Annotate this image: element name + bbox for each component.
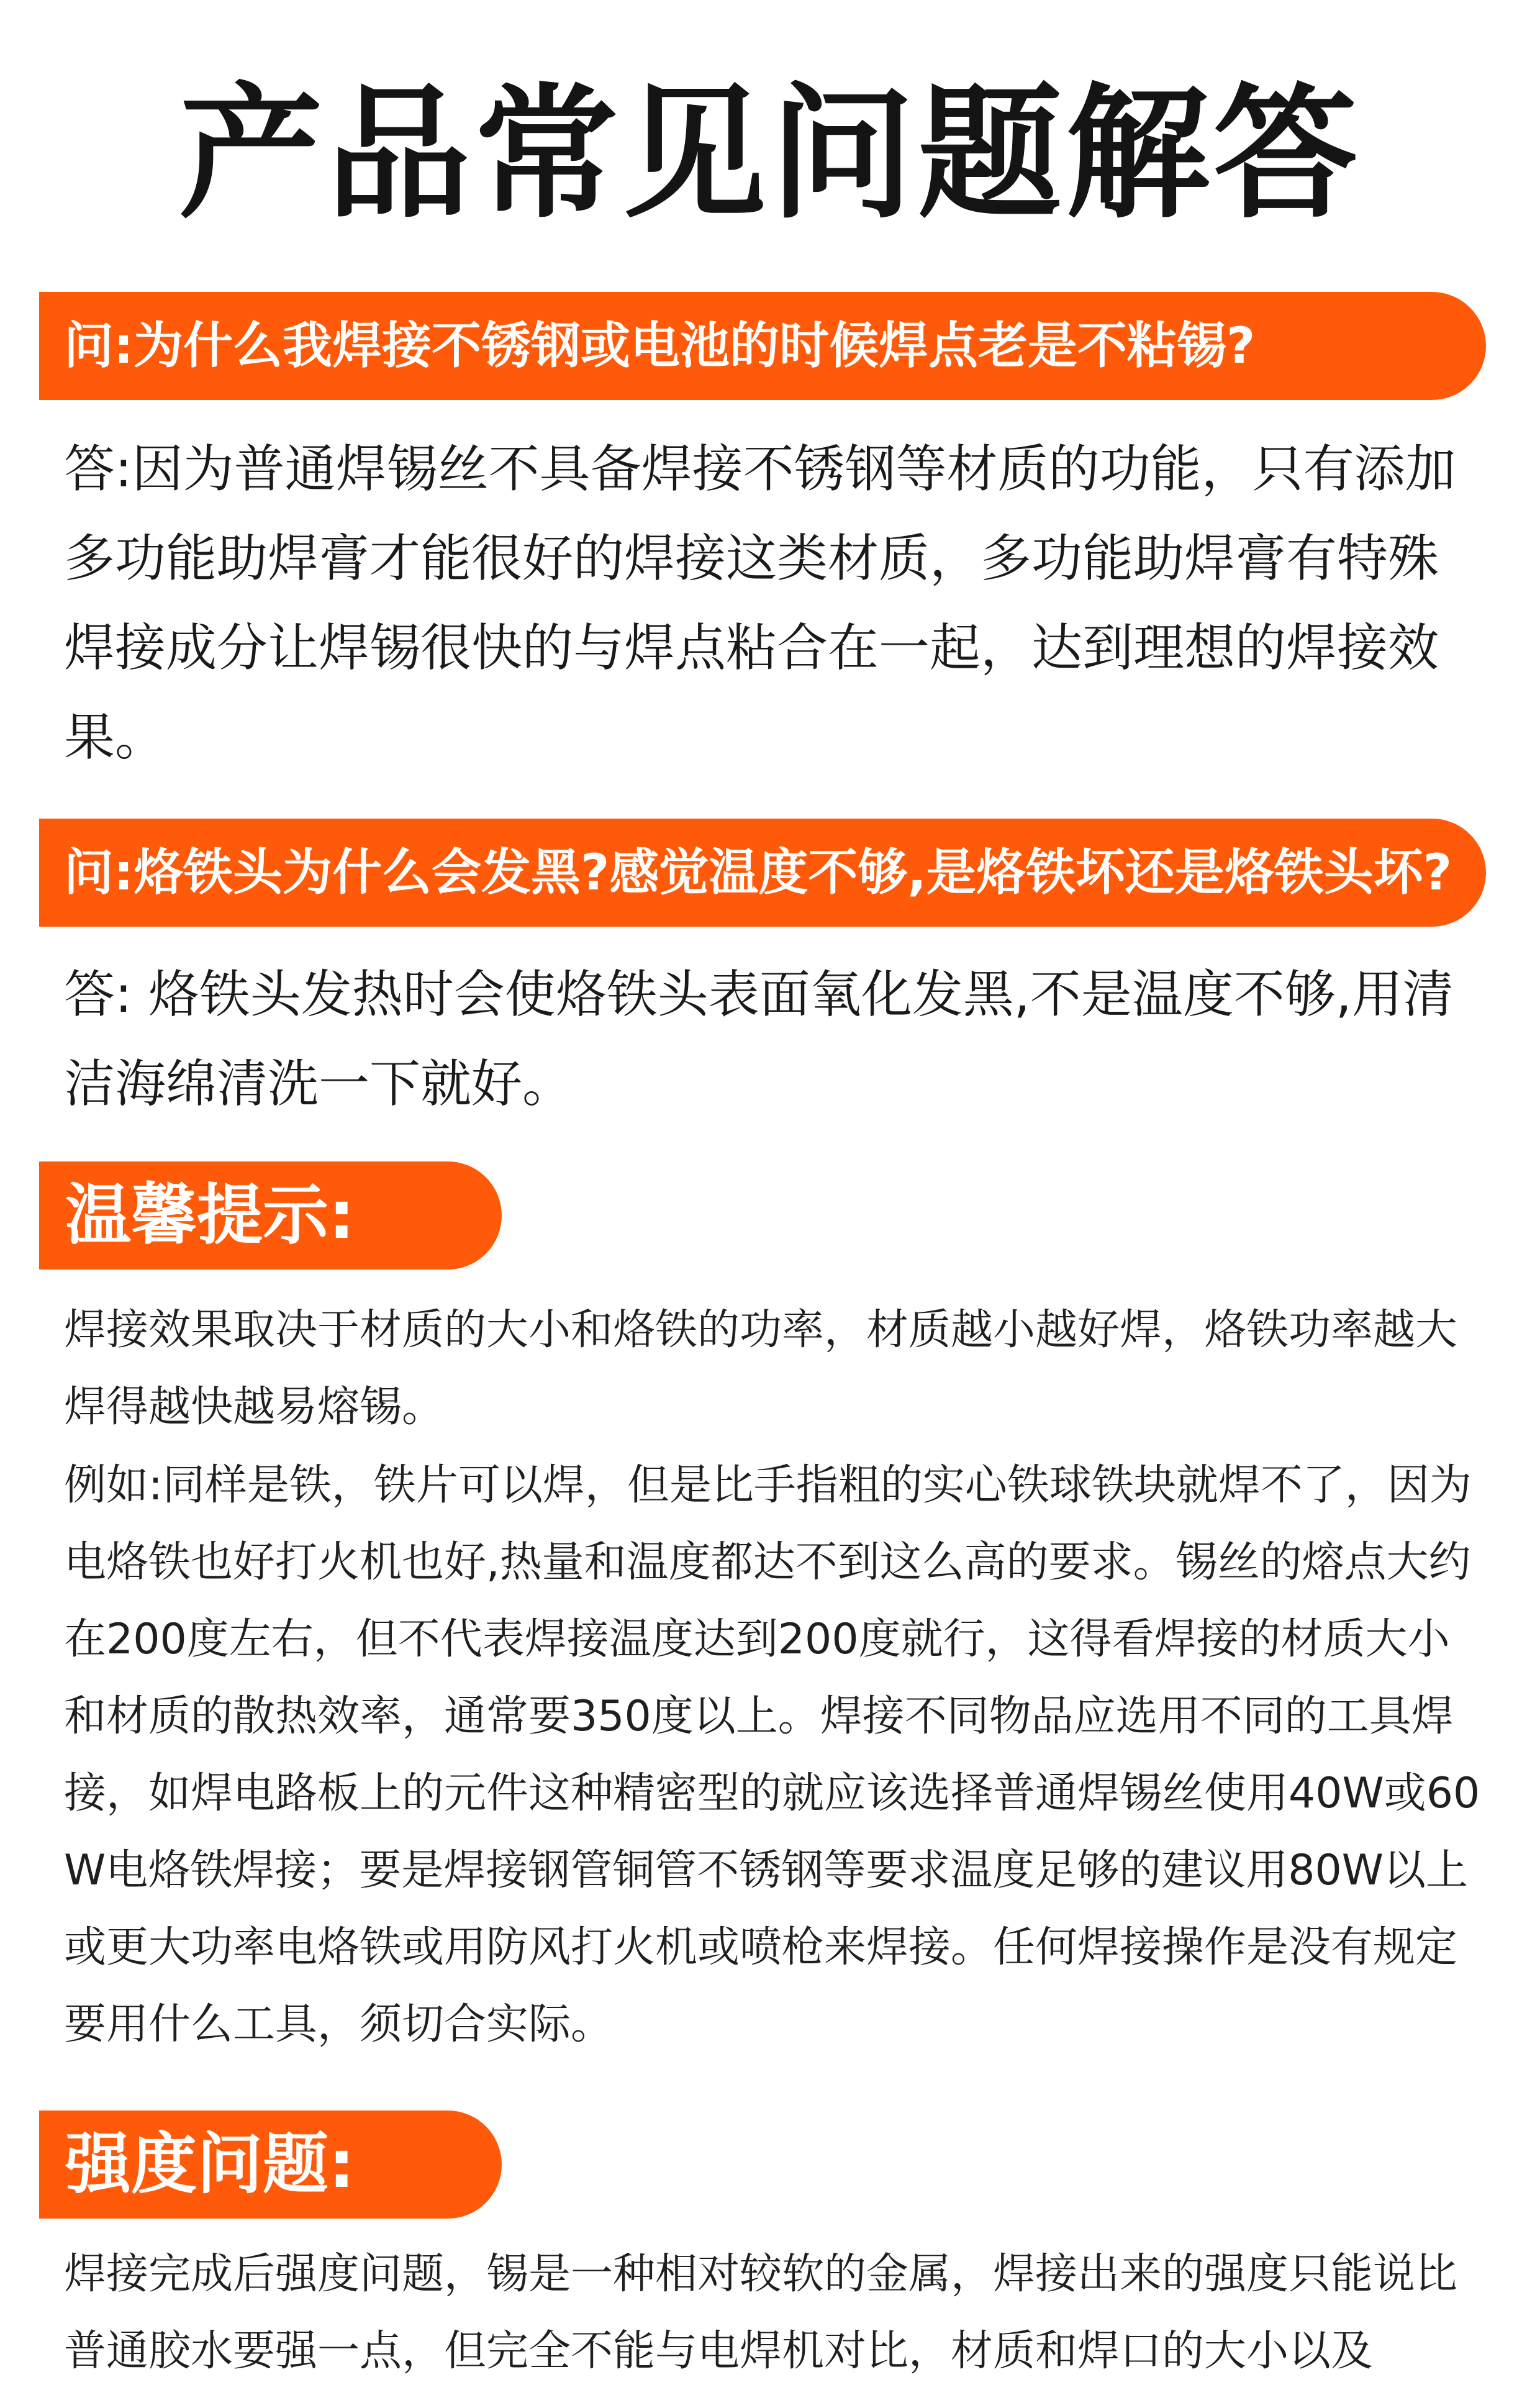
question-banner-2: 问:烙铁头为什么会发黑?感觉温度不够,是烙铁坏还是烙铁头坏? xyxy=(39,819,1486,927)
answer-text-1: 答:因为普通焊锡丝不具备焊接不锈钢等材质的功能，只有添加多功能助焊膏才能很好的焊接这类材质，多功能助焊膏有特殊焊接成分让焊锡很快的与焊点粘合在一起，达到理想的焊接效果。 xyxy=(64,440,1456,767)
answer-text-2: 答: 烙铁头发热时会使烙铁头表面氧化发黑,不是温度不够,用清洁海绵清洗一下就好。 xyxy=(64,965,1454,1114)
question-banner-1: 问:为什么我焊接不锈钢或电池的时候焊点老是不粘锡? xyxy=(39,292,1486,400)
strength-heading: 强度问题: xyxy=(39,2111,502,2219)
tips-paragraph-2: 例如:同样是铁，铁片可以焊，但是比手指粗的实心铁球铁块就焊不了，因为电烙铁也好打火机也好,热量和温度都达不到这么高的要求。锡丝的熔点大约在200度左右，但不代表焊接温度达到200度就行，这得看焊接的材质大小和材质的散热效率，通常要350度以上。焊接不同物品应选用不同的工具焊接，如焊电路板上的元件这种精密型的就应该选择普通焊锡丝使用40W或60W电烙铁焊接；要是焊接钢管铜管不锈钢等要求温度足够的建议用80W以上或更大功率电烙铁或用防风打火机或喷枪来焊接。任何焊接操作是没有规定要用什么工具，须切合实际。 xyxy=(64,1461,1480,2049)
page-title: 产品常见问题解答 xyxy=(178,70,1361,238)
tips-heading: 温馨提示: xyxy=(39,1161,502,1270)
strength-paragraph: 焊接完成后强度问题，锡是一种相对较软的金属，焊接出来的强度只能说比普通胶水要强一点，但完全不能与电焊机对比，材质和焊口的大小以及 xyxy=(64,2250,1458,2376)
tips-paragraph-1: 焊接效果取决于材质的大小和烙铁的功率，材质越小越好焊，烙铁功率越大焊得越快越易熔锡。 xyxy=(64,1306,1458,1432)
